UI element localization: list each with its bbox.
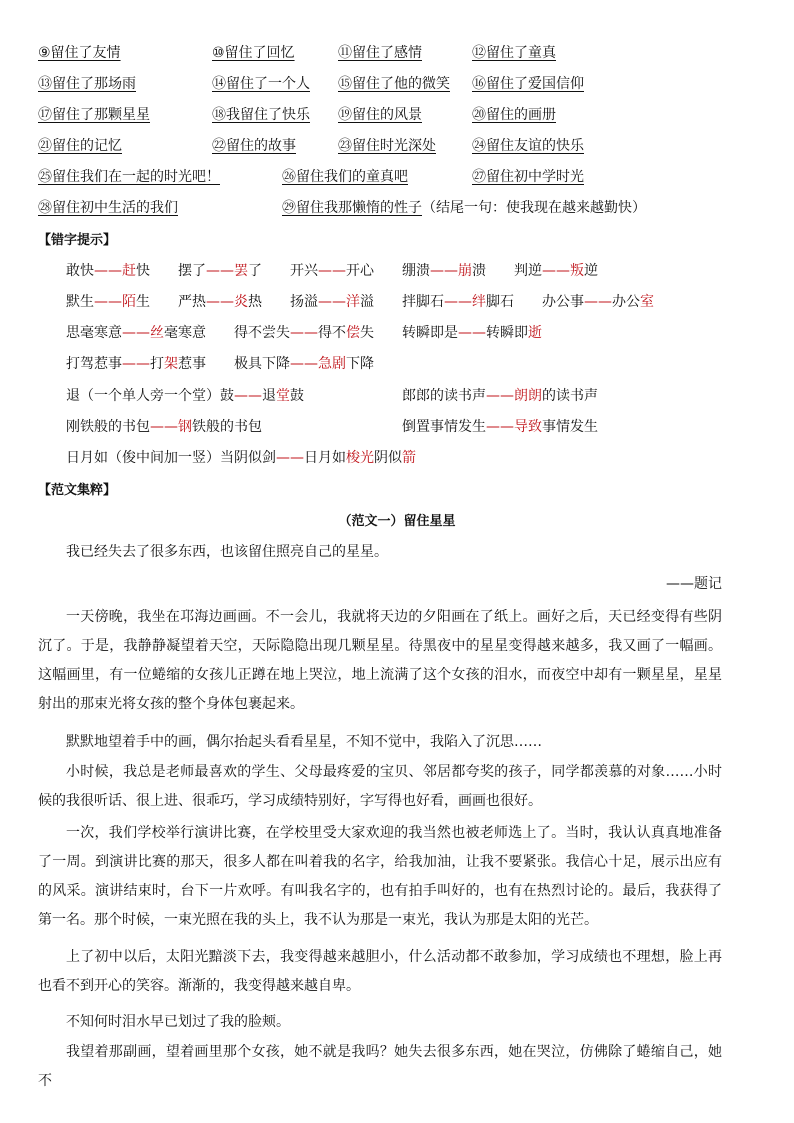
typo-item: 退（一个单人旁一个堂）鼓——退堂鼓 <box>66 388 304 404</box>
essay-epigraph: 我已经失去了很多东西，也该留住照亮自己的星星。 <box>66 544 388 560</box>
essay-paragraph: 一次，我们学校举行演讲比赛，在学校里受大家欢迎的我当然也被老师选上了。当时，我认认真真地准备了一周。到演讲比赛的那天，很多人都在叫着我的名字，给我加油，让我不要紧张。我信心十足，展示出应有的风采。演讲结束时，台下一片欢呼。有叫我名字的，也有拍手叫好的，也有在热烈讨论的。最后，我获得了第一名。那个时候，一束光照在我的头上，我不认为那是一束光，我认为那是太阳的光芒。 <box>38 825 722 928</box>
typo-item: 得不尝失——得不偿失 <box>234 325 374 341</box>
title-item: ⑫留住了童真 <box>472 45 556 61</box>
typo-item: 摆了——罢了 <box>178 263 262 279</box>
title-item: ⑮留住了他的微笑 <box>338 76 450 92</box>
title-item: ㉘留住初中生活的我们 <box>38 200 178 216</box>
title-item: ⑰留住了那颗星星 <box>38 107 150 123</box>
section-heading-typos: 【错字提示】 <box>38 233 117 248</box>
title-item: ⑨留住了友情 <box>38 45 121 61</box>
typo-item: 拌脚石——绊脚石 <box>402 294 514 310</box>
section-heading-essays: 【范文集粹】 <box>38 483 117 498</box>
typo-item: 思毫寒意——丝毫寒意 <box>66 325 206 341</box>
typo-item: 开兴——开心 <box>290 263 374 279</box>
typo-item: 敢快——赶快 <box>66 263 150 279</box>
typo-item: 郎郎的读书声——朗朗的读书声 <box>402 388 598 404</box>
typo-item: 扬溢——洋溢 <box>290 294 374 310</box>
typo-item: 严热——炎热 <box>178 294 262 310</box>
essay-signature: ——题记 <box>666 576 722 592</box>
typo-item: 打驾惹事——打架惹事 <box>66 356 206 372</box>
essay-paragraph: 上了初中以后，太阳光黯淡下去，我变得越来越胆小，什么活动都不敢参加，学习成绩也不理想，脸上再也看不到开心的笑容。渐渐的，我变得越来越自卑。 <box>38 949 722 994</box>
typo-item: 判逆——叛逆 <box>514 263 598 279</box>
title-item: ⑩留住了回忆 <box>212 45 295 61</box>
typo-item: 刚铁般的书包——钢铁般的书包 <box>66 419 262 435</box>
essay-paragraph: 不知何时泪水早已划过了我的脸颊。 <box>66 1014 290 1030</box>
title-item: ㉔留住友谊的快乐 <box>472 138 584 154</box>
essay-title: （范文一）留住星星 <box>338 514 456 529</box>
title-item: ⑯留住了爱国信仰 <box>472 76 584 92</box>
title-item: ㉑留住的记忆 <box>38 138 122 154</box>
typo-item: 转瞬即是——转瞬即逝 <box>402 325 542 341</box>
essay-paragraph: 我望着那副画，望着画里那个女孩，她不就是我吗？她失去很多东西，她在哭泣，仿佛除了蜷缩自己，她不 <box>38 1044 722 1089</box>
essay-paragraph: 小时候，我总是老师最喜欢的学生、父母最疼爱的宝贝、邻居都夸奖的孩子，同学都羡慕的对象……小时候的我很听话、很上进、很乖巧，学习成绩特别好，字写得也好看，画画也很好。 <box>38 764 722 809</box>
title-item: ⑲留住的风景 <box>338 107 422 123</box>
essay-paragraph: 一天傍晚，我坐在邛海边画画。不一会儿，我就将天边的夕阳画在了纸上。画好之后，天已经变得有些阴沉了。于是，我静静凝望着天空，天际隐隐出现几颗星星。待黑夜中的星星变得越来越多，我又画了一幅画。这幅画里，有一位蜷缩的女孩儿正蹲在地上哭泣，地上流满了这个女孩的泪水，而夜空中却有一颗星星，星星射出的那束光将女孩的整个身体包裹起来。 <box>38 609 722 712</box>
typo-item: 绷溃——崩溃 <box>402 263 486 279</box>
title-item: ㉕留住我们在一起的时光吧！ <box>38 169 220 185</box>
title-item: ㉙留住我那懒惰的性子 <box>282 200 422 216</box>
title-item: ⑱我留住了快乐 <box>212 107 310 123</box>
title-note: （结尾一句：使我现在越来越勤快） <box>422 200 646 216</box>
title-item: ㉖留住我们的童真吧 <box>282 169 408 185</box>
title-item: ⑪留住了感情 <box>338 45 422 61</box>
title-item: ⑭留住了一个人 <box>212 76 310 92</box>
typo-item: 默生——陌生 <box>66 294 150 310</box>
title-item: ⑬留住了那场雨 <box>38 76 136 92</box>
title-item: ㉗留住初中学时光 <box>472 169 584 185</box>
essay-paragraph: 默默地望着手中的画，偶尔抬起头看看星星，不知不觉中，我陷入了沉思…… <box>66 734 542 750</box>
title-item: ⑳留住的画册 <box>472 107 556 123</box>
title-item: ㉓留住时光深处 <box>338 138 436 154</box>
typo-item: 办公事——办公室 <box>542 294 654 310</box>
title-item: ㉒留住的故事 <box>212 138 296 154</box>
typo-item: 日月如（俊中间加一竖）当阴似剑——日月如梭光阴似箭 <box>66 450 416 466</box>
typo-item: 倒置事情发生——导致事情发生 <box>402 419 598 435</box>
typo-item: 极具下降——急剧下降 <box>234 356 374 372</box>
